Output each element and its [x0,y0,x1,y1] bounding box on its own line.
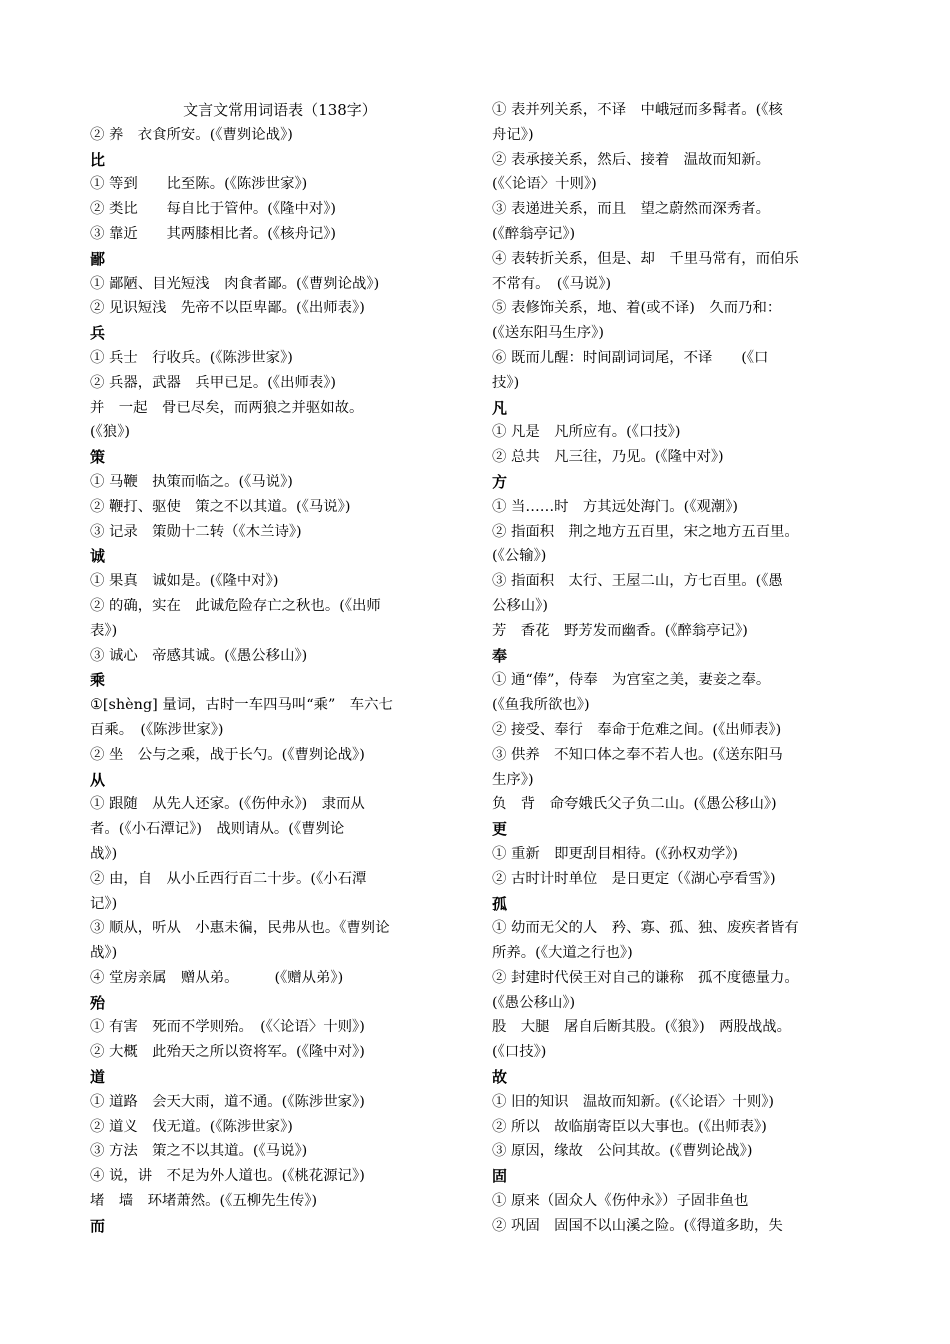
entry-line: ① 鄙陋、目光短浅 肉食者鄙。(《曹刿论战》) [90,275,380,292]
entry-line: 堵 墙 环堵萧然。(《五柳先生传》) [90,1193,318,1210]
entry-line: ② 由，自 从小丘西行百二十步。(《小石潭 [90,870,367,887]
entry-line: ③ 诚心 帝感其诚。(《愚公移山》) [90,647,308,664]
entry-line: (《公输》) [492,548,547,565]
entry-line: ⑥ 既而儿醒：时间副词词尾，不译 (《口 [492,349,769,366]
entry-line: ① 有害 死而不学则殆。 (《〈论语〉十则》) [90,1019,365,1036]
entry-heading: 孤 [492,894,508,913]
entry-line: ① 兵士 行收兵。(《陈涉世家》) [90,349,293,366]
entry-line: ③ 原因，缘故 公问其故。(《曹刿论战》) [492,1143,753,1160]
entry-heading: 乘 [90,671,106,690]
entry-line: ② 表承接关系，然后、接着 温故而知新。 [492,151,770,168]
entry-line: ⑤ 表修饰关系，地、着(或不译) 久而乃和： [492,300,782,317]
entry-line: ② 所以 故临崩寄臣以大事也。(《出师表》) [492,1118,767,1135]
entry-line: 舟记》) [492,126,534,143]
entry-line: ① 凡是 凡所应有。(《口技》) [492,424,681,441]
entry-line: ③ 顺从，听从 小惠未徧，民弗从也。《曹刿论 [90,920,390,937]
entry-line: ④ 说，讲 不足为外人道也。(《桃花源记》) [90,1168,365,1185]
entry-line: ①[shèng] 量词，古时一车四马叫“乘” 车六七 [90,697,393,714]
entry-line: 记》) [90,895,118,912]
entry-heading: 方 [492,472,508,491]
entry-line: 战》) [90,945,118,962]
entry-line: ② 道义 伐无道。(《陈涉世家》) [90,1118,293,1135]
entry-line: ① 旧的知识 温故而知新。(《〈论语〉十则》) [492,1093,775,1110]
entry-heading: 鄙 [90,249,106,268]
entry-line: ① 通“俸”，侍奉 为宫室之美，妻妾之奉。 [492,672,771,689]
entry-line: 并 一起 骨已尽矣，而两狼之并驱如故。 [90,399,364,416]
entry-line: (《口技》) [492,1044,547,1061]
entry-line: ② 指面积 荆之地方五百里，宋之地方五百里。 [492,523,799,540]
entry-line: 战》) [90,845,118,862]
entry-line: ② 巩固 固国不以山溪之险。(《得道多助，失 [492,1217,783,1234]
entry-line: ④ 表转折关系，但是、却 千里马常有，而伯乐 [492,250,799,267]
entry-line: ③ 方法 策之不以其道。(《马说》) [90,1143,308,1160]
entry-line: (《狼》) [90,424,131,441]
entry-line: 芳 香花 野芳发而幽香。(《醉翁亭记》) [492,622,748,639]
entry-line: ③ 表递进关系，而且 望之蔚然而深秀者。 [492,201,770,218]
entry-line: ① 幼而无父的人 矜、寡、孤、独、废疾者皆有 [492,920,799,937]
entry-line: ③ 指面积 太行、王屋二山，方七百里。(《愚 [492,573,783,590]
entry-line: ② 养 衣食所安。(《曹刿论战》) [90,126,293,143]
entry-line: ② 鞭打、驱使 策之不以其道。(《马说》) [90,498,351,515]
entry-heading: 更 [492,820,508,839]
entry-line: ③ 靠近 其两膝相比者。(《核舟记》) [90,225,337,242]
entry-line: 股 大腿 屠自后断其股。(《狼》) 两股战战。 [492,1019,792,1036]
entry-heading: 故 [492,1068,508,1087]
entry-heading: 从 [90,770,106,789]
entry-heading: 兵 [90,324,106,343]
entry-line: ① 当……时 方其远处海门。(《观潮》) [492,498,739,515]
entry-heading: 奉 [492,646,508,665]
right-entries [492,98,870,1239]
entry-line: 公移山》) [492,597,548,614]
entry-line: 所养。(《大道之行也》) [492,945,633,962]
entry-heading: 道 [90,1068,106,1087]
entry-line: ② 大概 此殆天之所以资将军。(《隆中对》) [90,1044,365,1061]
entry-line: ③ 供养 不知口体之奉不若人也。(《送东阳马 [492,746,783,763]
entry-line: 技》) [492,374,520,391]
entry-line: ② 兵器，武器 兵甲已足。(《出师表》) [90,374,337,391]
entry-line: ① 道路 会天大雨，道不通。(《陈涉世家》) [90,1093,365,1110]
entry-line: (《送东阳马生序》) [492,325,604,342]
entry-line: 负 背 命夸娥氏父子负二山。(《愚公移山》) [492,796,777,813]
entry-line: ② 坐 公与之乘，战于长勺。(《曹刿论战》) [90,746,365,763]
entry-line: 者。(《小石潭记》) 战则请从。(《曹刿论 [90,821,345,838]
entry-line: ② 古时计时单位 是日更定（《湖心亭看雪》) [492,870,776,887]
entry-line: ④ 堂房亲属 赠从弟。 (《赠从弟》) [90,969,344,986]
entry-line: ① 马鞭 执策而临之。(《马说》) [90,473,293,490]
entry-line: ② 见识短浅 先帝不以臣卑鄙。(《出师表》) [90,300,365,317]
entry-line: ① 跟随 从先人还家。(《伤仲永》) 隶而从 [90,796,365,813]
entry-line: ② 的确，实在 此诚危险存亡之秋也。(《出师 [90,597,381,614]
entry-line: ③ 记录 策勋十二转（《木兰诗》) [90,523,302,540]
entry-line: ① 等到 比至陈。(《陈涉世家》) [90,176,308,193]
entry-line: ① 果真 诚如是。(《隆中对》) [90,573,279,590]
entry-heading: 而 [90,1216,106,1235]
entry-line: ② 总共 凡三往，乃见。(《隆中对》) [492,449,724,466]
entry-line: 百乘。 (《陈涉世家》) [90,721,224,738]
entry-line: ② 接受、奉行 奉命于危难之间。(《出师表》) [492,721,782,738]
entry-line: (《鱼我所欲也》) [492,697,590,714]
entry-heading: 策 [90,448,106,467]
entry-line: 生序》) [492,771,534,788]
entry-heading: 凡 [492,398,508,417]
left-column [90,98,470,1239]
entry-heading: 殆 [90,993,106,1012]
entry-line: 不常有。 (《马说》) [492,275,612,292]
right-column [492,98,870,1239]
entry-line: (《〈论语〉十则》) [492,176,597,193]
entry-line: (《醉翁亭记》) [492,225,576,242]
entry-line: ② 类比 每自比于管仲。(《隆中对》) [90,201,337,218]
entry-heading: 比 [90,150,106,169]
entry-line: 表》) [90,622,118,639]
entry-line: ① 重新 即更刮目相待。(《孙权劝学》) [492,845,739,862]
entry-line: ① 表并列关系，不译 中峨冠而多髯者。(《核 [492,102,783,118]
entry-line: (《愚公移山》) [492,994,576,1011]
entry-heading: 诚 [90,547,106,566]
page-title: 文言文常用词语表（138字） [183,101,377,119]
entry-line: ② 封建时代侯王对自己的谦称 孤不度德量力。 [492,969,799,986]
left-entries [90,123,470,1239]
entry-heading: 固 [492,1167,508,1186]
entry-line: ① 原来（固众人《伤仲永》）子固非鱼也 [492,1193,749,1210]
